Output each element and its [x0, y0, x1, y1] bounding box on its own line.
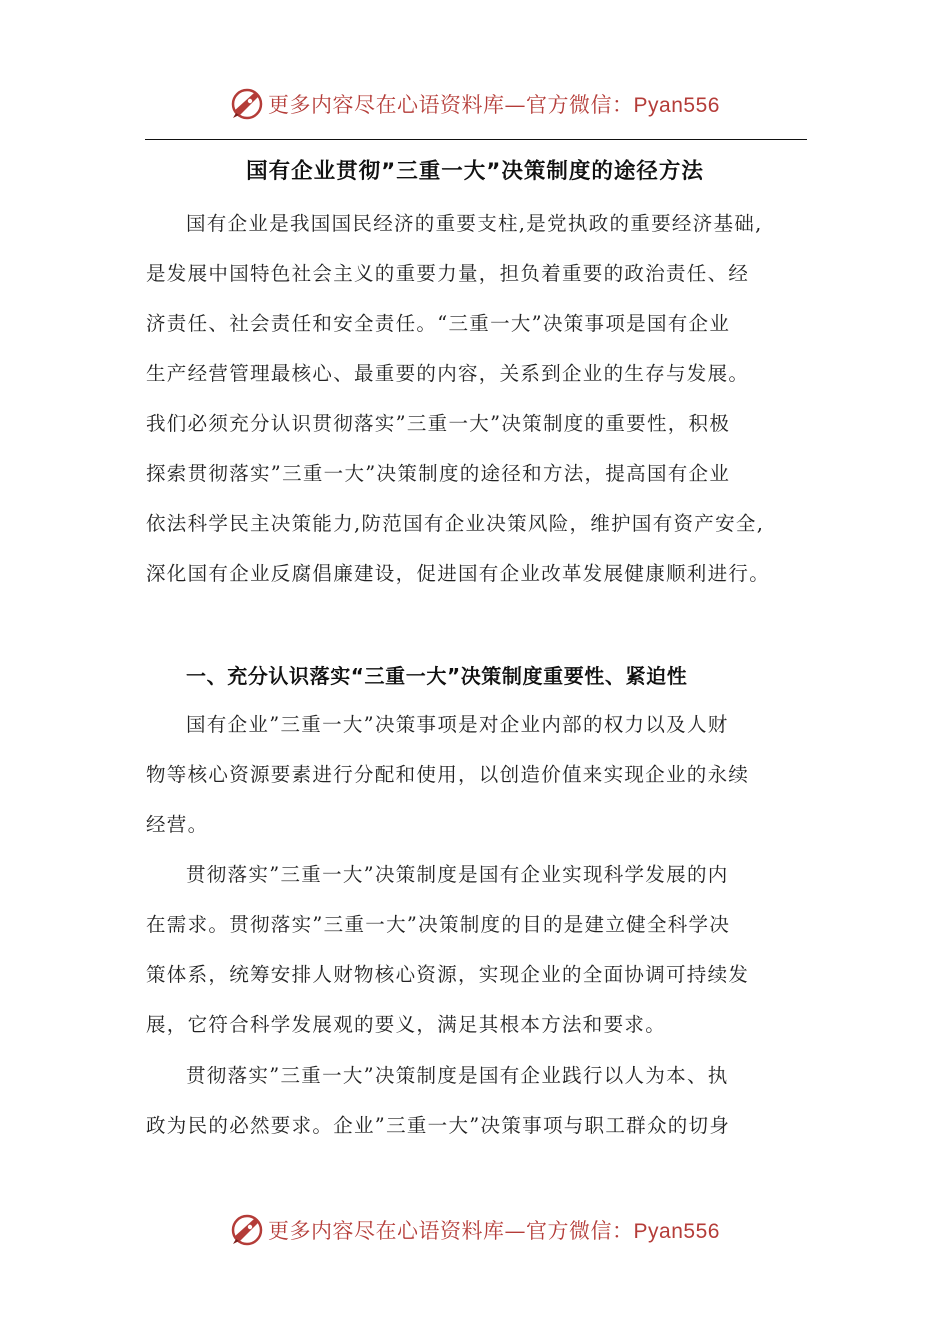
body-line: 贯彻落实”三重一大”决策制度是国有企业践行以人为本、执 [186, 1064, 729, 1087]
banner-text: 更多内容尽在心语资料库—官方微信：Pyan556 [268, 1219, 720, 1243]
footer-banner [0, 1210, 950, 1250]
intro-line: 探索贯彻落实”三重一大”决策制度的途径和方法，提高国有企业 [146, 462, 731, 485]
body-line: 国有企业”三重一大”决策事项是对企业内部的权力以及人财 [186, 713, 729, 736]
banner-text: 更多内容尽在心语资料库—官方微信：Pyan556 [268, 93, 720, 117]
intro-line: 国有企业是我国国民经济的重要支柱,是党执政的重要经济基础, [186, 212, 763, 235]
intro-line: 我们必须充分认识贯彻落实”三重一大”决策制度的重要性，积极 [146, 412, 731, 435]
body-line: 在需求。贯彻落实”三重一大”决策制度的目的是建立健全科学决 [146, 913, 731, 936]
body-line: 物等核心资源要素进行分配和使用，以创造价值来实现企业的永续 [146, 763, 750, 786]
header-divider [145, 139, 807, 140]
section-heading: 一、充分认识落实“三重一大”决策制度重要性、紧迫性 [186, 664, 688, 688]
body-line: 策体系，统筹安排人财物核心资源，实现企业的全面协调可持续发 [146, 963, 750, 986]
body-line: 政为民的必然要求。企业”三重一大”决策事项与职工群众的切身 [146, 1114, 731, 1137]
pen-circle-icon [230, 87, 264, 121]
intro-line: 是发展中国特色社会主义的重要力量，担负着重要的政治责任、经 [146, 262, 750, 285]
body-line: 经营。 [146, 813, 209, 836]
intro-line: 依法科学民主决策能力,防范国有企业决策风险，维护国有资产安全, [146, 512, 765, 535]
body-line: 贯彻落实”三重一大”决策制度是国有企业实现科学发展的内 [186, 863, 729, 886]
intro-line: 深化国有企业反腐倡廉建设，促进国有企业改革发展健康顺利进行。 [146, 562, 771, 585]
intro-line: 济责任、社会责任和安全责任。“三重一大”决策事项是国有企业 [146, 312, 731, 335]
header-banner [0, 84, 950, 124]
document-title: 国有企业贯彻”三重一大”决策制度的途径方法 [246, 159, 704, 184]
pen-circle-icon [230, 1213, 264, 1247]
intro-line: 生产经营管理最核心、最重要的内容，关系到企业的生存与发展。 [146, 362, 750, 385]
body-line: 展，它符合科学发展观的要义，满足其根本方法和要求。 [146, 1013, 667, 1036]
